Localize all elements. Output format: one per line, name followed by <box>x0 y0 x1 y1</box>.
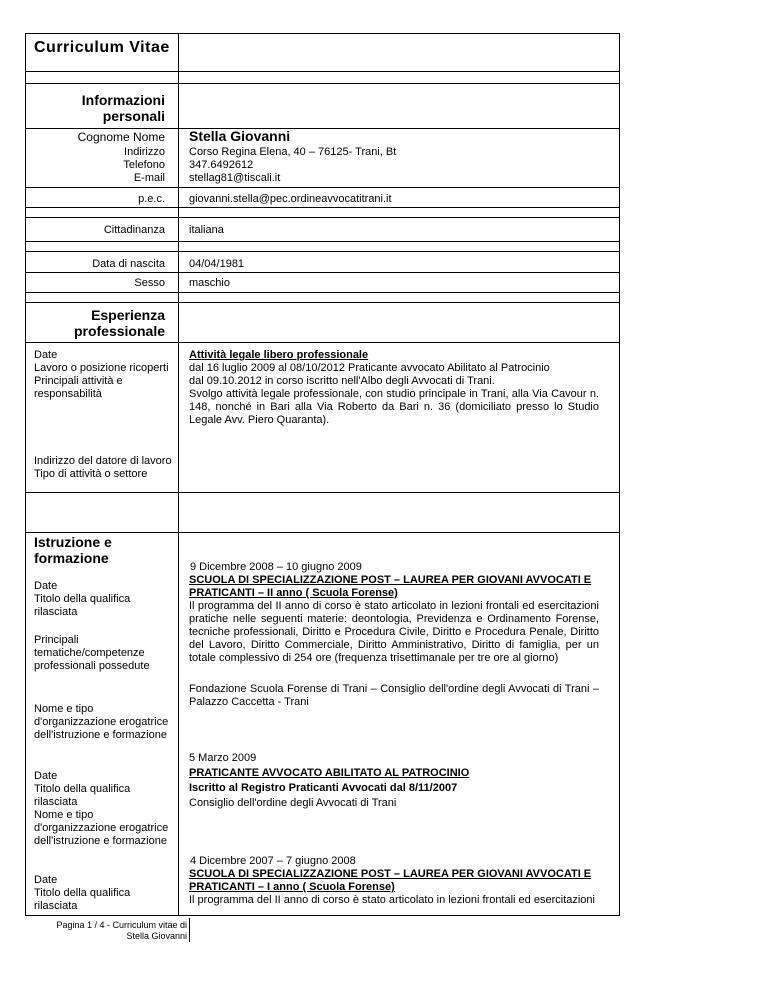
row-divider <box>25 251 620 252</box>
education-label: d'organizzazione erogatrice <box>34 716 169 728</box>
personal-section-title: personali <box>102 108 165 124</box>
experience-label: Lavoro o posizione ricoperti <box>34 362 169 374</box>
pec-label: p.e.c. <box>138 193 165 205</box>
education-label: professionali possedute <box>34 660 150 672</box>
education-section-title: formazione <box>34 550 109 566</box>
education-label: Date <box>34 770 58 782</box>
cv-title: Curriculum Vitae <box>34 39 170 56</box>
row-divider <box>25 83 620 84</box>
row-divider <box>25 128 620 129</box>
education-label: Principali <box>34 634 79 646</box>
row-divider <box>25 342 620 343</box>
education-subtitle: Iscritto al Registro Praticanti Avvocati dal 8/11/2007 <box>189 782 458 794</box>
row-divider <box>25 292 620 293</box>
experience-line: dal 16 luglio 2009 al 08/10/2012 Praticante avvocato Abilitato al Patrocinio <box>189 362 550 374</box>
experience-label: responsabilità <box>34 388 102 400</box>
education-label: Nome e tipo <box>34 809 94 821</box>
experience-section-title: Esperienza <box>91 307 165 323</box>
row-divider <box>25 272 620 273</box>
phone-value: 347.6492612 <box>189 159 254 171</box>
email-value: stellag81@tiscali.it <box>189 172 281 184</box>
experience-label: Principali attività e <box>34 375 123 387</box>
birth-label: Data di nascita <box>92 258 165 270</box>
education-title: PRATICANTE AVVOCATO ABILITATO AL PATROCINIO <box>189 767 470 779</box>
row-divider <box>25 207 620 208</box>
education-date: 4 Dicembre 2007 – 7 giugno 2008 <box>190 855 356 867</box>
education-label: Titolo della qualifica <box>34 783 131 795</box>
row-divider <box>25 71 620 72</box>
education-label: rilasciata <box>34 796 78 808</box>
education-label: Titolo della qualifica <box>34 593 131 605</box>
row-divider <box>25 187 620 188</box>
row-divider <box>25 302 620 303</box>
citizenship-label: Cittadinanza <box>103 224 165 236</box>
page-footer: Pagina 1 / 4 - Curriculum vitae di <box>56 920 187 930</box>
education-title: PRATICANTI – I anno ( Scuola Forense) <box>189 881 395 893</box>
row-divider <box>25 492 620 493</box>
page-footer: Stella Giovanni <box>126 931 187 941</box>
row-divider <box>25 532 620 533</box>
experience-title: Attività legale libero professionale <box>189 349 369 361</box>
employer-label: Indirizzo del datore di lavoro <box>34 455 172 467</box>
employer-label: Tipo di attività o settore <box>34 468 148 480</box>
phone-label: Telefono <box>123 159 165 171</box>
education-description: Il programma del II anno di corso è stato articolato in lezioni frontali ed esercitazioni <box>189 894 595 906</box>
education-organization: Fondazione Scuola Forense di Trani – Consiglio dell'ordine degli Avvocati di Trani – Palazzo Caccetta - Trani <box>189 683 599 708</box>
education-date: 5 Marzo 2009 <box>189 752 257 764</box>
education-label: dell'istruzione e formazione <box>34 835 167 847</box>
experience-section-title: professionale <box>73 323 165 339</box>
sex-label: Sesso <box>134 277 165 289</box>
education-description: Il programma del II anno di corso è stato articolato in lezioni frontali ed esercitazioni pratiche nelle seguenti materie: deontologia, Previdenza e Ordinamento Forense, tecniche professionali, Diritto e Procedura Civile, Diritto e Procedura Penale, Diritto del Lavoro, Diritto Commerciale, Diritto Amministrativo, Diritto di famiglia, per un totale complessivo di 254 ore (frequenza trisettimanale per tre ore al giorno) <box>189 600 599 664</box>
education-label: Titolo della qualifica <box>34 887 131 899</box>
experience-label: Date <box>34 349 58 361</box>
address-value: Corso Regina Elena, 40 – 76125- Trani, Bt <box>189 146 397 158</box>
education-label: rilasciata <box>34 606 78 618</box>
personal-section-title: Informazioni <box>81 92 165 108</box>
experience-line: dal 09.10.2012 in corso iscritto nell'Albo degli Avvocati di Trani. <box>189 375 495 387</box>
citizenship-value: italiana <box>189 224 224 236</box>
education-label: Nome e tipo <box>34 703 94 715</box>
address-label: Indirizzo <box>124 146 165 158</box>
footer-rule <box>189 918 190 942</box>
name-label: Cognome Nome <box>77 130 165 144</box>
education-label: rilasciata <box>34 900 78 912</box>
row-divider <box>25 241 620 242</box>
email-label: E-mail <box>133 172 165 184</box>
pec-value: giovanni.stella@pec.ordineavvocatitrani.it <box>189 193 392 205</box>
education-date: 9 Dicembre 2008 – 10 giugno 2009 <box>190 561 362 573</box>
education-title: SCUOLA DI SPECIALIZZAZIONE POST – LAUREA PER GIOVANI AVVOCATI E <box>189 868 592 880</box>
experience-description: Svolgo attività legale professionale, con studio principale in Trani, alla Via Cavour n. 148, nonché in Bari alla Via Roberto da Bari n. 36 (domiciliato presso lo Studio Legale Avv. Piero Quaranta). <box>189 388 599 426</box>
education-title: PRATICANTI – II anno ( Scuola Forense) <box>189 587 398 599</box>
birth-value: 04/04/1981 <box>189 258 245 270</box>
sex-value: maschio <box>189 277 230 289</box>
education-label: dell'istruzione e formazione <box>34 729 167 741</box>
column-divider <box>178 33 179 916</box>
education-section-title: Istruzione e <box>34 534 112 550</box>
education-label: d'organizzazione erogatrice <box>34 822 169 834</box>
education-label: Date <box>34 874 58 886</box>
education-label: tematiche/competenze <box>34 647 145 659</box>
education-title: SCUOLA DI SPECIALIZZAZIONE POST – LAUREA PER GIOVANI AVVOCATI E <box>189 574 592 586</box>
education-organization: Consiglio dell'ordine degli Avvocati di Trani <box>189 797 397 809</box>
row-divider <box>25 217 620 218</box>
name-value: Stella Giovanni <box>189 128 291 144</box>
education-label: Date <box>34 580 58 592</box>
